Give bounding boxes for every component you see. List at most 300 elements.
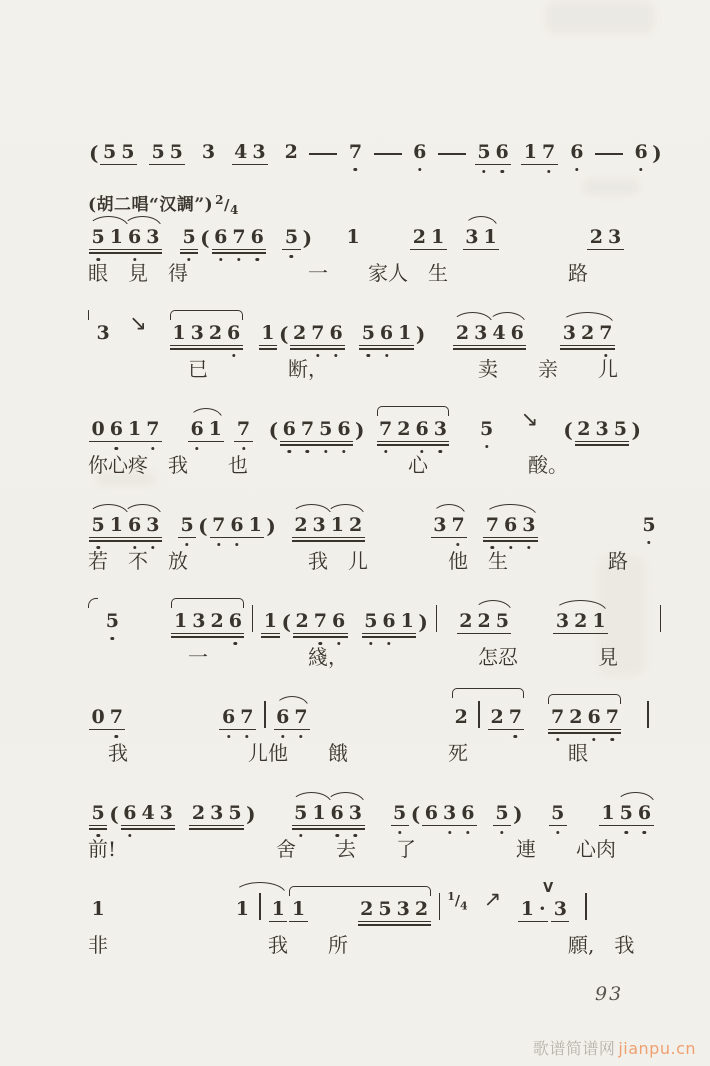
spacer — [122, 631, 170, 632]
beam-line — [170, 348, 243, 350]
note-digit: 7 — [144, 419, 162, 440]
note-digit: 3 — [562, 322, 577, 345]
spacer — [440, 343, 452, 344]
beam-line — [575, 444, 630, 446]
beam-line — [575, 441, 630, 443]
note-group — [188, 803, 245, 824]
note-digit: 6 — [329, 611, 347, 632]
barline — [647, 701, 649, 728]
spacer — [501, 919, 517, 920]
note-digit: 6 — [274, 707, 292, 728]
spacer — [349, 631, 361, 632]
note-digit: 7 — [597, 323, 615, 344]
music-system — [88, 878, 668, 974]
note-group — [547, 707, 622, 728]
note-group — [187, 419, 225, 440]
low-octave-dot — [195, 447, 198, 450]
note-digit: 1 — [483, 226, 497, 249]
slur-arc — [474, 600, 512, 612]
note-group — [281, 142, 301, 163]
note-digit: 2 — [412, 226, 427, 249]
tie-bracket — [452, 688, 524, 698]
spacer — [177, 439, 187, 440]
note-group — [233, 419, 253, 440]
spacer — [313, 247, 343, 248]
note-digit: 5 — [228, 802, 242, 825]
glissando-down-icon: ↘ — [129, 311, 147, 335]
parenthesis: ( — [109, 802, 119, 826]
beam-line — [358, 924, 431, 926]
note-digit: 1 — [109, 226, 123, 249]
note-digit: 7 — [603, 707, 621, 728]
note-group — [421, 803, 478, 824]
note-group — [345, 142, 365, 163]
note-digit: 4 — [492, 322, 506, 345]
note-digit: 3 — [146, 226, 160, 249]
note-digit: 7 — [107, 707, 125, 728]
note-digit: · — [539, 898, 546, 921]
note-digit: 2 — [397, 418, 411, 441]
note-digit: 1 — [248, 514, 262, 537]
note-digit: 2 — [414, 898, 429, 921]
note-digit: 3 — [431, 419, 449, 440]
parenthesis: ) — [415, 322, 426, 346]
note-group — [476, 419, 496, 440]
tie-continuation-mark — [88, 310, 89, 320]
note-digit: 3 — [190, 322, 204, 345]
glissando-down-icon: ↘ — [520, 407, 539, 431]
spacer — [527, 343, 559, 344]
note-digit: 5 — [89, 515, 107, 536]
spacer — [559, 162, 567, 163]
beam-line — [289, 921, 307, 923]
note-digit: 6 — [328, 803, 346, 824]
beam-line — [483, 537, 538, 539]
note-digit: 4 — [234, 141, 248, 164]
music-systems — [88, 206, 668, 974]
note-digit: 1 — [291, 898, 306, 921]
note-digit: 6 — [585, 707, 603, 728]
note-digit: 3 — [520, 515, 538, 536]
beam-line — [290, 348, 345, 350]
note-digit: 2 — [284, 141, 298, 164]
low-octave-dot — [227, 735, 230, 738]
beam-line — [292, 537, 365, 539]
beam-line — [170, 345, 243, 347]
parenthesis: ( — [268, 418, 279, 442]
note-digit: 5 — [282, 227, 300, 248]
lyrics-line: 非 我 所 願, 我 — [88, 933, 635, 957]
note-digit: 1 — [263, 610, 278, 633]
note-group — [258, 323, 278, 344]
low-octave-dot — [418, 168, 421, 171]
note-digit: 6 — [248, 227, 266, 248]
note-group — [88, 227, 163, 248]
low-octave-dot — [514, 735, 517, 738]
beam-line — [290, 345, 345, 347]
note-group — [559, 323, 616, 344]
note-digit: 6 — [635, 803, 653, 824]
beam-line — [293, 633, 348, 635]
spacer — [625, 247, 669, 248]
beam-line — [560, 345, 615, 347]
note-group — [177, 515, 197, 536]
beam-line — [553, 633, 608, 635]
note-digit: 1 — [330, 514, 345, 537]
time-signature-slash: / — [224, 196, 230, 214]
slur-arc — [123, 216, 162, 228]
spacer — [363, 247, 409, 248]
beam-line — [483, 540, 538, 542]
note-digit: 1 — [208, 418, 222, 441]
spacer — [126, 727, 218, 728]
low-octave-dot — [500, 170, 503, 173]
note-digit: 3 — [607, 226, 622, 249]
note-group — [169, 323, 244, 344]
music-system — [88, 494, 668, 590]
note-digit: 3 — [96, 322, 110, 345]
spacer — [138, 162, 148, 163]
beam-line — [89, 729, 125, 731]
note-digit: 5 — [391, 803, 409, 824]
spacer — [525, 727, 547, 728]
beam-line — [149, 164, 185, 166]
note-group — [179, 227, 199, 248]
note-digit: 5 — [169, 141, 183, 164]
beam-line — [100, 164, 136, 166]
note-group — [639, 515, 659, 536]
note-digit: 3 — [144, 515, 162, 536]
parenthesis: ) — [302, 226, 313, 250]
beam-line — [362, 633, 417, 635]
note-digit: 6 — [280, 419, 298, 440]
note-digit: 3 — [346, 803, 364, 824]
beam-line — [259, 345, 277, 347]
note-digit: 6 — [632, 142, 650, 163]
parenthesis: ( — [281, 610, 291, 634]
note-digit: 7 — [346, 142, 364, 163]
note-digit: 1 — [127, 418, 142, 441]
note-digit: 3 — [396, 898, 410, 921]
note-group — [88, 707, 126, 728]
beam-line — [549, 825, 567, 827]
note-digit: 6 — [335, 419, 353, 440]
parenthesis: ) — [631, 418, 641, 442]
parenthesis: ) — [652, 141, 662, 165]
beam-line — [121, 828, 176, 830]
beam-line — [518, 921, 548, 923]
beam-line — [292, 828, 365, 830]
music-line — [88, 494, 668, 536]
note-digit: 2 — [360, 898, 374, 921]
note-group — [88, 899, 108, 920]
note-group — [520, 142, 558, 163]
beam-line — [212, 249, 267, 251]
spacer — [500, 247, 586, 248]
note-digit: 7 — [309, 323, 327, 344]
spacer — [616, 343, 664, 344]
beam-line — [261, 636, 279, 638]
note-digit: 6 — [228, 515, 246, 536]
note-digit: 5 — [89, 803, 107, 824]
note-digit: 2 — [577, 418, 591, 441]
note-digit: 5 — [151, 141, 165, 164]
note-digit: 2 — [569, 706, 583, 729]
low-octave-dot — [643, 831, 646, 834]
low-octave-dot — [217, 543, 220, 546]
note-digit: 2 — [589, 226, 603, 249]
beam-line — [453, 348, 526, 350]
parenthesis: ( — [89, 141, 99, 165]
note-digit: 1 — [173, 610, 188, 633]
note-digit: 6 — [212, 227, 230, 248]
beam-line — [282, 249, 300, 251]
lyrics-line: 前! 舍 去 了 連 心肉 — [88, 837, 617, 861]
parenthesis: ) — [513, 802, 523, 826]
note-digit: 3 — [553, 898, 567, 921]
beam-line — [493, 825, 511, 827]
low-octave-dot — [547, 170, 550, 173]
beam-line — [463, 249, 499, 251]
note-digit: 5 — [495, 610, 509, 633]
note-digit: 5 — [102, 141, 117, 164]
tied-group — [451, 701, 525, 728]
beam-line — [391, 825, 409, 827]
low-octave-dot — [354, 168, 357, 171]
note-group — [358, 323, 415, 344]
barline — [264, 701, 266, 728]
parenthesis: ( — [563, 418, 573, 442]
music-system — [88, 206, 668, 302]
note-group — [288, 899, 308, 920]
beam-line — [280, 441, 353, 443]
barline — [585, 893, 587, 920]
slur-arc — [275, 696, 309, 708]
note-digit: 5 — [493, 803, 511, 824]
scan-artifact — [545, 0, 655, 34]
note-group — [357, 899, 432, 920]
beam-line — [457, 633, 512, 635]
note-digit: 3 — [312, 514, 326, 537]
spacer — [655, 823, 667, 824]
note-group — [586, 227, 624, 248]
note-digit: 2 — [581, 322, 595, 345]
note-digit: 6 — [501, 515, 519, 536]
slur-arc — [189, 408, 223, 420]
tie-bracket — [289, 886, 430, 896]
spacer — [219, 162, 231, 163]
note-digit: 7 — [449, 515, 467, 536]
low-octave-dot — [485, 445, 488, 448]
note-digit: 6 — [125, 227, 143, 248]
spacer — [497, 439, 521, 440]
note-digit: 2 — [210, 610, 224, 633]
note-digit: 6 — [459, 803, 477, 824]
beam-line — [261, 633, 279, 635]
note-digit: 1 — [400, 610, 414, 633]
note-group — [574, 419, 631, 440]
beam-line — [280, 444, 353, 446]
note-group — [598, 803, 655, 824]
note-digit: 3 — [474, 322, 488, 345]
note-group — [93, 323, 113, 344]
note-digit: 7 — [483, 515, 501, 536]
beam-line — [171, 633, 244, 635]
barline — [436, 605, 437, 632]
parenthesis: ( — [410, 802, 421, 826]
note-group — [487, 707, 525, 728]
low-octave-dot — [625, 831, 628, 834]
tie-bracket — [170, 310, 243, 320]
tie-bracket — [548, 694, 621, 704]
spacer — [512, 631, 552, 632]
low-octave-dot — [466, 831, 469, 834]
lyrics-line: 你心疼 我 也 心 酸。 — [88, 453, 568, 477]
beam-line — [560, 348, 615, 350]
slur-arc — [326, 792, 365, 804]
spacer — [464, 439, 476, 440]
beam-line — [259, 348, 277, 350]
spacer — [570, 919, 578, 920]
note-group — [211, 227, 268, 248]
beam-line — [210, 537, 265, 539]
note-digit: 0 — [91, 418, 105, 441]
spacer — [539, 535, 639, 536]
beam-line — [293, 636, 348, 638]
breath-mark: V — [543, 881, 554, 896]
note-digit: 5 — [378, 898, 392, 921]
beam-line — [178, 537, 196, 539]
note-digit: 6 — [510, 322, 524, 345]
singer-tune-label: (胡二唱“汉調”) — [88, 195, 214, 215]
low-octave-dot — [115, 735, 118, 738]
note-digit: 3 — [465, 226, 479, 249]
time-signature-denominator: 4 — [230, 203, 239, 217]
note-digit: 3 — [252, 141, 266, 164]
beam-line — [359, 345, 414, 347]
note-digit: 2 — [208, 322, 223, 345]
note-group — [430, 515, 468, 536]
beam-line — [274, 729, 310, 731]
note-digit: 5 — [475, 142, 493, 163]
note-group — [410, 142, 430, 163]
beam-line — [89, 540, 162, 542]
music-system — [88, 782, 668, 878]
music-line — [88, 782, 668, 824]
time-signature-numerator: 2 — [215, 193, 225, 207]
beam-line — [488, 729, 524, 731]
note-digit: 0 — [91, 706, 105, 729]
note-group — [88, 419, 163, 440]
note-digit: 6 — [225, 323, 243, 344]
note-group — [289, 323, 346, 344]
note-digit: 6 — [411, 142, 429, 163]
beam-line — [292, 825, 365, 827]
spacer — [147, 343, 169, 344]
note-group — [291, 515, 366, 536]
note-group — [99, 142, 137, 163]
parenthesis: ( — [279, 322, 289, 346]
spacer — [538, 439, 562, 440]
note-digit: 5 — [549, 803, 567, 824]
low-octave-dot — [398, 831, 401, 834]
parenthesis: ) — [246, 802, 256, 826]
beam-line — [89, 441, 162, 443]
note-digit: 6 — [327, 323, 345, 344]
music-line — [88, 398, 668, 440]
low-octave-dot — [299, 735, 302, 738]
note-digit: 6 — [377, 323, 395, 344]
note-digit: 1 — [271, 898, 285, 921]
note-digit: 7 — [311, 611, 329, 632]
beam-line — [89, 825, 107, 827]
low-octave-dot — [556, 831, 559, 834]
note-digit: 7 — [298, 419, 316, 440]
tie-continuation-mark — [88, 598, 98, 608]
beam-line — [269, 921, 287, 923]
slur-arc — [554, 600, 607, 612]
tie-bracket — [377, 406, 450, 416]
lyrics-line: 已 断， 卖 亲 儿 — [88, 357, 618, 381]
beam-line — [362, 636, 417, 638]
spacer — [269, 162, 281, 163]
note-group — [120, 803, 177, 824]
music-line — [88, 206, 668, 248]
beam-line — [422, 825, 477, 827]
note-digit: 1 — [592, 610, 606, 633]
note-digit: 7 — [238, 707, 256, 728]
beam-line — [475, 164, 511, 166]
note-group — [462, 227, 500, 248]
note-digit: 2 — [490, 706, 504, 729]
note-group — [456, 611, 513, 632]
lyrics-line: 一 綫， 怎忍 見 — [88, 645, 618, 669]
note-digit: 2 — [459, 610, 473, 633]
note-group — [88, 803, 108, 824]
note-digit: 6 — [188, 419, 206, 440]
beam-line — [453, 345, 526, 347]
low-octave-dot — [235, 543, 238, 546]
spacer — [659, 535, 679, 536]
note-digit: 1 — [601, 802, 615, 825]
low-octave-dot — [281, 735, 284, 738]
note-group — [552, 611, 609, 632]
beam-line — [548, 729, 621, 731]
note-group — [474, 142, 512, 163]
tie-bracket — [171, 598, 244, 608]
beam-line — [232, 164, 268, 166]
note-digit: 5 — [477, 419, 495, 440]
note-digit: 1 — [312, 802, 326, 825]
beam-line — [377, 441, 450, 443]
note-digit: 7 — [210, 515, 228, 536]
note-digit: 1 — [172, 322, 186, 345]
parenthesis: ) — [418, 610, 428, 634]
spacer — [113, 343, 129, 344]
note-group — [209, 515, 266, 536]
note-group — [88, 515, 163, 536]
spacer — [163, 247, 179, 248]
beam-line — [292, 540, 365, 542]
slur-arc — [123, 504, 162, 516]
beam-line — [551, 921, 569, 923]
note-digit: 5 — [180, 227, 198, 248]
note-group — [517, 899, 549, 920]
beam-line — [377, 444, 450, 446]
note-digit: 7 — [377, 419, 395, 440]
note-group — [548, 803, 568, 824]
beam-line — [212, 252, 267, 254]
